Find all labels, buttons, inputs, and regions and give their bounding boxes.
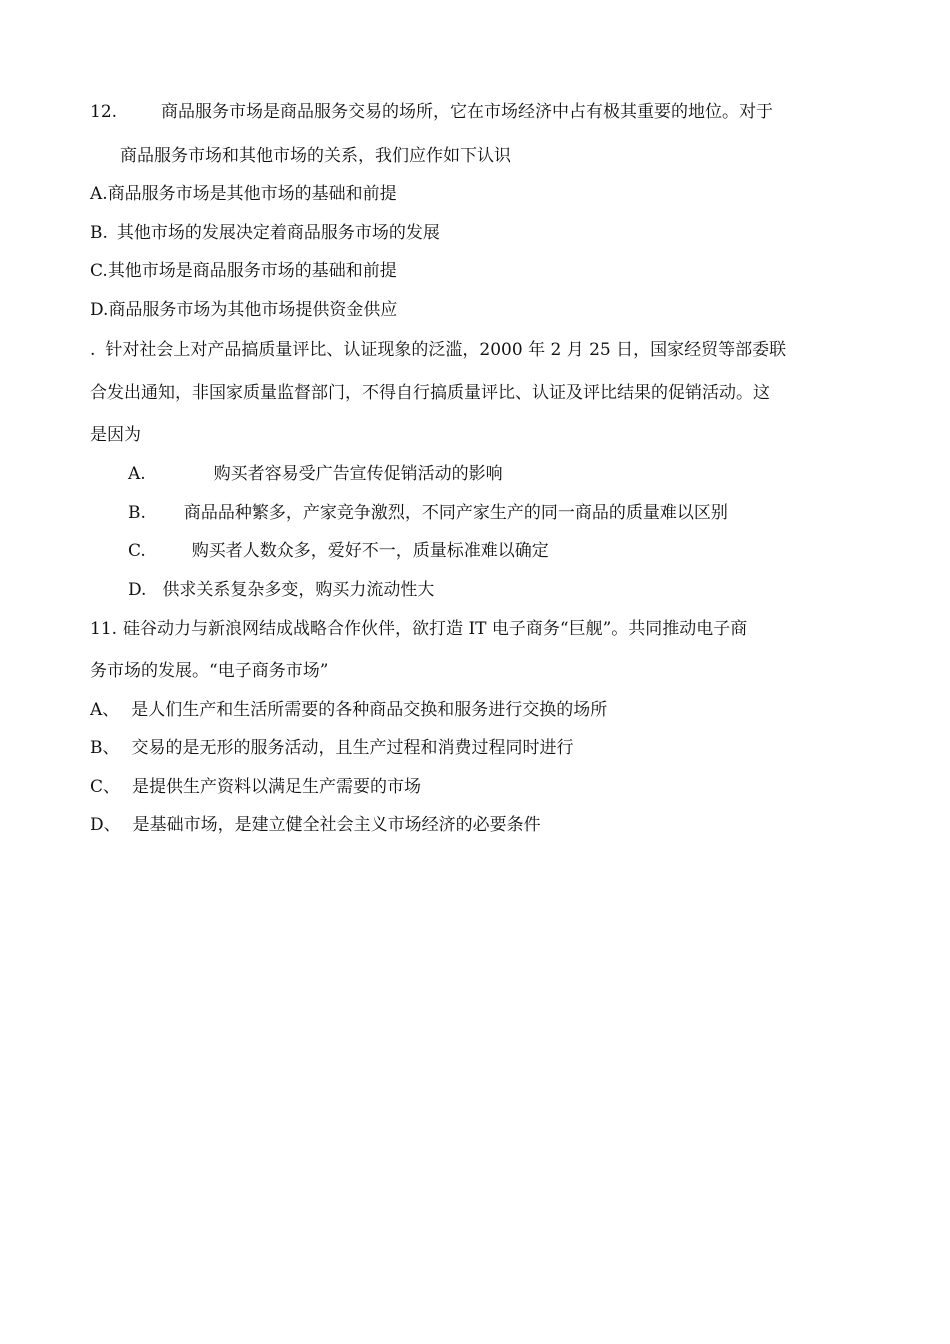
option-label: D、 [90, 815, 121, 835]
option-label: A、 [90, 700, 120, 720]
question-11-stem-line1 [90, 619, 747, 639]
question-11-option-c [90, 777, 421, 797]
question-number: 12. [90, 102, 118, 122]
question-2-stem-line1 [90, 340, 786, 360]
question-2-stem-line2: 合发出通知，非国家质量监督部门，不得自行搞质量评比、认证及评比结果的促销活动。这 [90, 383, 770, 403]
option-text: 商品服务市场为其他市场提供资金供应 [108, 300, 398, 320]
option-text: 供求关系复杂多变，购买力流动性大 [162, 580, 435, 600]
question-stem-text: 商品服务市场是商品服务交易的场所，它在市场经济中占有极其重要的地位。对于 [161, 102, 774, 122]
question-2-stem-line3: 是因为 [90, 425, 141, 445]
question-12-option-d [90, 300, 397, 320]
option-text: 购买者人数众多，爱好不一，质量标准难以确定 [191, 541, 549, 561]
option-text: 商品品种繁多，产家竞争激烈，不同产家生产的同一商品的质量难以区别 [183, 503, 728, 523]
option-label: B. [128, 503, 146, 523]
question-number: 11. [90, 619, 118, 639]
option-text: 是人们生产和生活所需要的各种商品交换和服务进行交换的场所 [131, 700, 608, 720]
option-label: D. [90, 300, 109, 320]
option-text: 其他市场是商品服务市场的基础和前提 [107, 261, 397, 281]
question-2-option-c [128, 541, 549, 561]
option-label: C. [90, 261, 108, 281]
option-label: A. [90, 184, 108, 204]
option-label: B、 [90, 738, 120, 758]
option-label: C、 [90, 777, 121, 797]
question-2-option-a [128, 464, 503, 484]
option-text: 交易的是无形的服务活动，且生产过程和消费过程同时进行 [131, 738, 574, 758]
question-11-option-d [90, 815, 541, 835]
question-11-option-b [90, 738, 574, 758]
question-number: . [90, 340, 96, 360]
question-12-option-b [90, 223, 440, 243]
option-label: D. [128, 580, 147, 600]
option-text: 是提供生产资料以满足生产需要的市场 [132, 777, 422, 797]
option-text: 是基础市场，是建立健全社会主义市场经济的必要条件 [132, 815, 541, 835]
question-11-stem-line2: 务市场的发展。“电子商务市场” [90, 661, 329, 681]
option-label: A. [128, 464, 146, 484]
question-2-option-d [128, 580, 434, 600]
question-12-option-a [90, 184, 397, 204]
question-12-stem-line2: 商品服务市场和其他市场的关系，我们应作如下认识 [120, 146, 511, 166]
option-label: B. [90, 223, 108, 243]
option-text: 商品服务市场是其他市场的基础和前提 [107, 184, 397, 204]
question-12-stem-line1 [90, 102, 773, 122]
option-label: C. [128, 541, 146, 561]
option-text: 购买者容易受广告宣传促销活动的影响 [213, 464, 503, 484]
question-11-option-a [90, 700, 607, 720]
question-stem-text: 硅谷动力与新浪网结成战略合作伙伴，欲打造 IT 电子商务“巨舰”。共同推动电子商 [123, 619, 748, 639]
question-2-option-b [128, 503, 728, 523]
question-stem-text: 针对社会上对产品搞质量评比、认证现象的泛滥，2000 年 2 月 25 日，国家经贸等部委联 [105, 340, 787, 360]
option-text: 其他市场的发展决定着商品服务市场的发展 [116, 223, 440, 243]
question-12-option-c [90, 261, 397, 281]
